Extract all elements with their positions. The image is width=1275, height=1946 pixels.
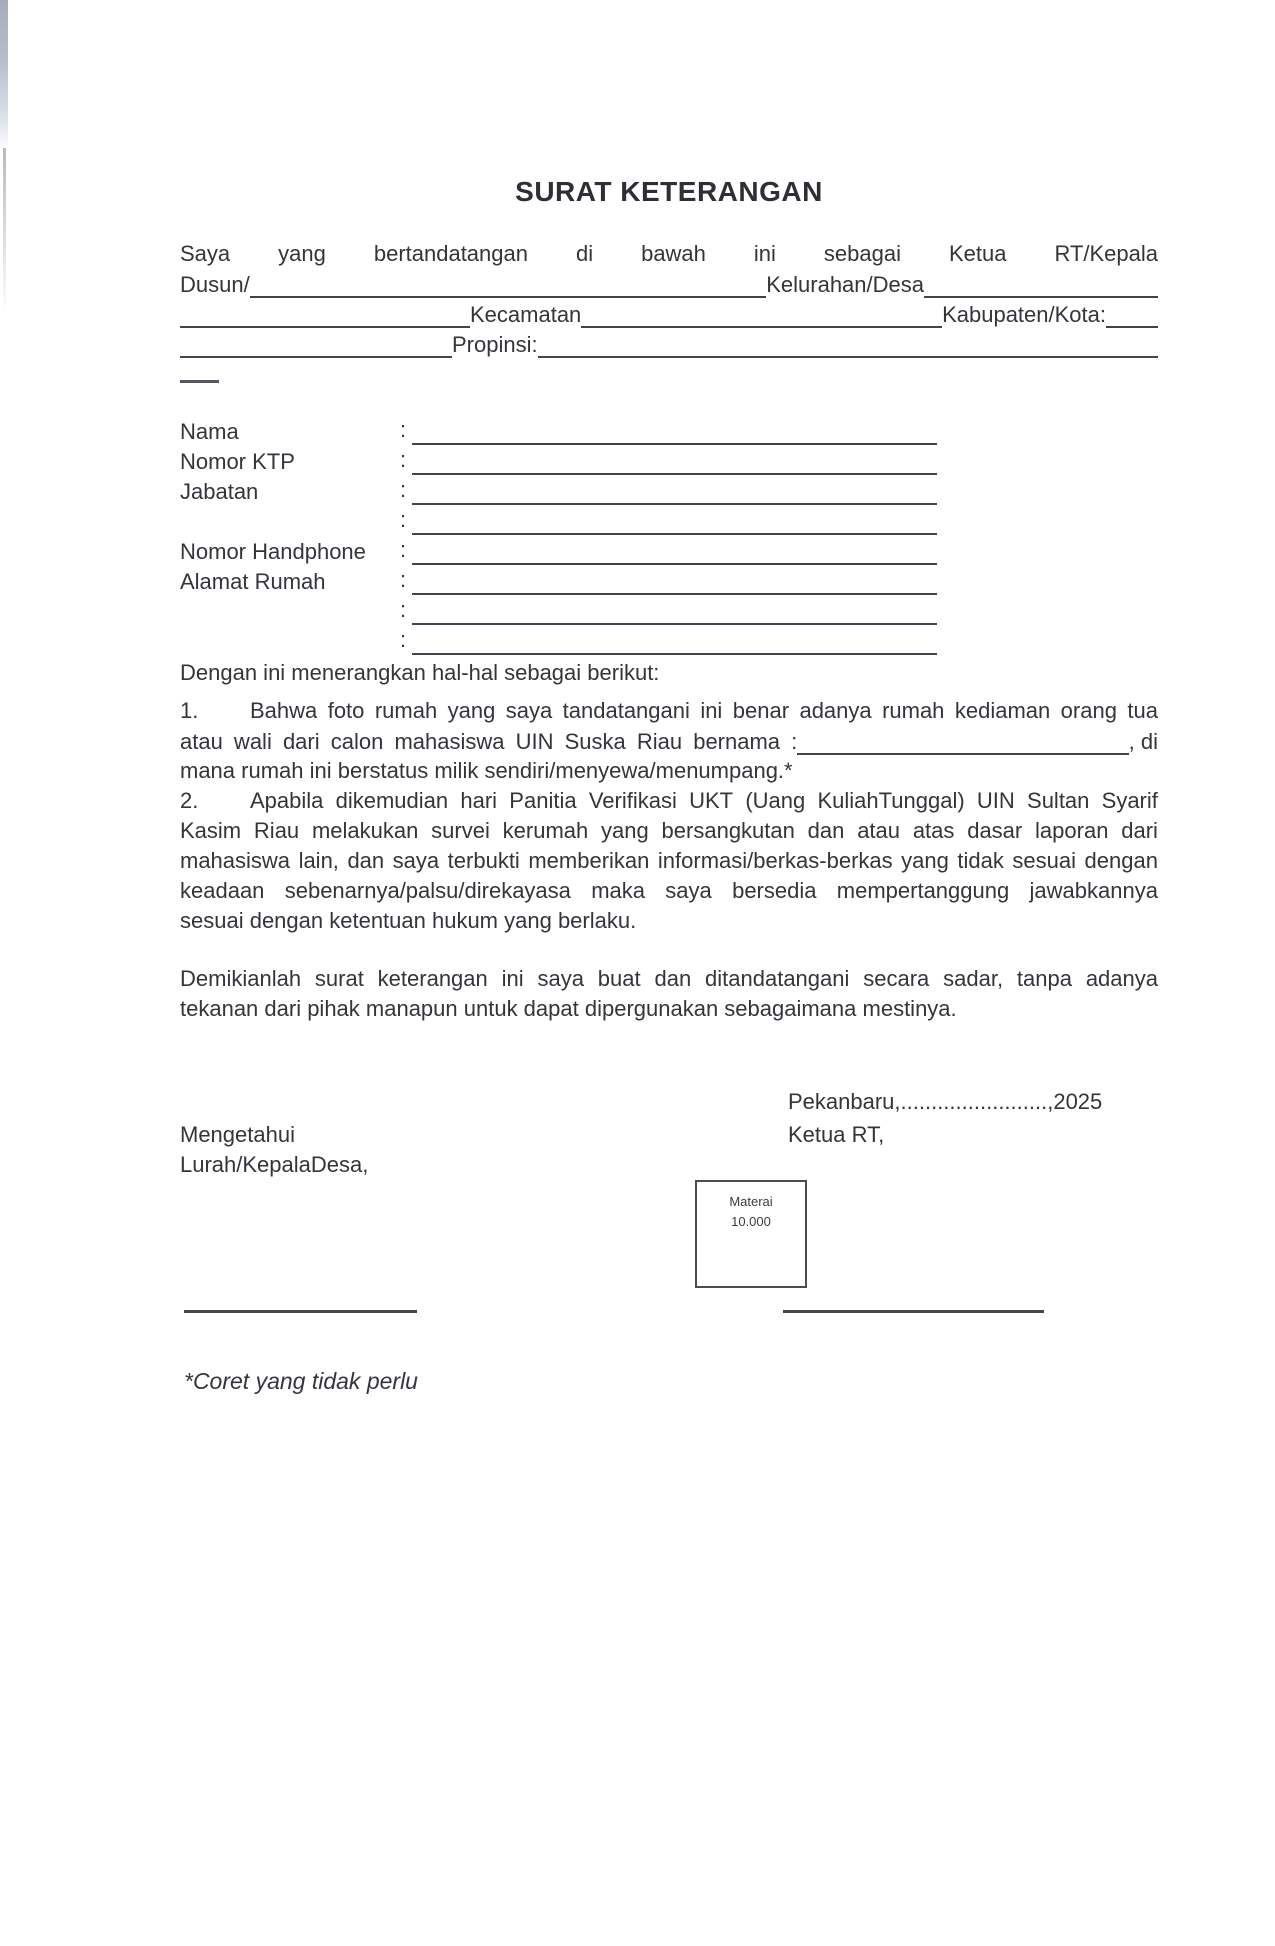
word: sebenarnya/palsu/direkayasa <box>284 878 571 903</box>
item1-line3: mana rumah ini berstatus milik sendiri/menyewa/menumpang.* <box>180 758 793 783</box>
field-label: Nama <box>180 419 239 444</box>
fill-in-blank-line <box>1106 304 1158 328</box>
word: bertandatangan <box>373 241 528 266</box>
word: kediaman <box>954 698 1051 723</box>
line-text: Kelurahan/Desa <box>766 272 924 297</box>
word: UKT <box>689 788 734 813</box>
line-text: atau wali dari calon mahasiswa UIN Suska Riau bernama : <box>180 729 798 754</box>
fill-in-blank-line <box>412 563 937 565</box>
word: yang <box>601 818 649 843</box>
word: sadar, <box>943 966 1004 991</box>
line-text: Propinsi: <box>452 332 538 357</box>
item2-line1-text <box>250 787 1158 815</box>
opening-line-3 <box>180 300 1158 328</box>
word: terbukti <box>447 848 520 873</box>
word: (Uang <box>745 788 806 813</box>
word: ini <box>753 241 776 266</box>
word: yang <box>278 241 326 266</box>
field-colon: : <box>400 627 407 652</box>
word: KuliahTunggal) <box>817 788 965 813</box>
word: bawah <box>641 241 706 266</box>
word: Syarif <box>1101 788 1158 813</box>
word: keadaan <box>180 878 265 903</box>
word: rumah <box>374 698 438 723</box>
word: Demikianlah <box>180 966 302 991</box>
word: keterangan <box>377 966 488 991</box>
word: informasi/berkas-berkas <box>657 848 893 873</box>
item1-line1 <box>180 697 1158 725</box>
word: secara <box>863 966 930 991</box>
signature-line-right <box>783 1310 1044 1313</box>
word: Ketua <box>948 241 1007 266</box>
field-label: Nomor KTP <box>180 449 295 474</box>
field-colon: : <box>400 477 407 502</box>
word: hari <box>460 788 498 813</box>
form-row <box>180 629 937 655</box>
word: melakukan <box>311 818 419 843</box>
word: tandatangani <box>562 698 690 723</box>
statement-intro: Dengan ini menerangkan hal-hal sebagai berikut: <box>180 660 660 685</box>
fill-in-blank-line <box>412 623 937 625</box>
scan-edge-line <box>3 148 6 313</box>
closing-line-1 <box>180 965 1158 993</box>
separator-dash <box>180 380 219 383</box>
signature-line-left <box>184 1310 417 1313</box>
materai-value: 10.000 <box>731 1214 771 1229</box>
form-row <box>180 569 937 595</box>
form-row <box>180 599 937 625</box>
word: saya <box>537 966 584 991</box>
line-text: Dusun/ <box>180 272 250 297</box>
item2-line4 <box>180 877 1158 905</box>
word: dasar <box>967 818 1023 843</box>
word: dan <box>654 966 692 991</box>
word: sebagai <box>823 241 901 266</box>
word: survei <box>431 818 490 843</box>
word: Riau <box>253 818 300 843</box>
word: dan <box>347 848 385 873</box>
word: tidak <box>957 848 1004 873</box>
line-text: Kabupaten/Kota: <box>942 302 1106 327</box>
form-row <box>180 539 937 565</box>
fill-in-blank-line <box>250 274 767 298</box>
word: lain, <box>298 848 339 873</box>
item2-line5: sesuai dengan ketentuan hukum yang berlaku. <box>180 908 637 933</box>
document-title: SURAT KETERANGAN <box>515 176 823 207</box>
word: orang <box>1060 698 1117 723</box>
opening-line-2 <box>180 270 1158 298</box>
field-label: Jabatan <box>180 479 259 504</box>
word: Verifikasi <box>588 788 677 813</box>
form-row <box>180 449 937 475</box>
signature-role-right: Ketua RT, <box>788 1122 885 1147</box>
word: maka <box>591 878 645 903</box>
identity-form <box>180 419 937 679</box>
opening-line-1 <box>180 240 1158 268</box>
word: bersangkutan <box>661 818 795 843</box>
fill-in-blank-line <box>412 533 937 535</box>
word: foto <box>327 698 365 723</box>
word: RT/Kepala <box>1054 241 1158 266</box>
materai-label: Materai <box>729 1194 773 1209</box>
word: dikemudian <box>335 788 449 813</box>
word: Apabila <box>250 788 324 813</box>
word: mempertanggung <box>836 878 1010 903</box>
word: dari <box>1121 818 1158 843</box>
form-row <box>180 509 937 535</box>
field-label: Nomor Handphone <box>180 539 366 564</box>
word: tua <box>1127 698 1158 723</box>
word: UIN <box>976 788 1015 813</box>
item2-line2 <box>180 817 1158 845</box>
signature-role-left: Lurah/KepalaDesa, <box>180 1152 369 1177</box>
word: jawabkannya <box>1029 878 1158 903</box>
fill-in-blank-line <box>412 593 937 595</box>
word: benar <box>732 698 790 723</box>
fill-in-blank-line <box>538 334 1158 358</box>
word: saya <box>392 848 440 873</box>
field-colon: : <box>400 417 407 442</box>
opening-line-4 <box>180 330 1158 358</box>
word: Bahwa <box>250 698 318 723</box>
fill-in-blank-line <box>180 334 452 358</box>
word: mahasiswa <box>180 848 291 873</box>
word: di <box>575 241 594 266</box>
word: rumah <box>882 698 945 723</box>
field-colon: : <box>400 597 407 622</box>
word: atas <box>912 818 955 843</box>
line-text: Kecamatan <box>470 302 582 327</box>
word: atau <box>857 818 901 843</box>
fill-in-blank-line <box>797 731 1128 755</box>
closing-line-2: tekanan dari pihak manapun untuk dapat dipergunakan sebagaimana mestinya. <box>180 996 957 1021</box>
word: surat <box>314 966 364 991</box>
word: Kasim <box>180 818 242 843</box>
word: kerumah <box>502 818 589 843</box>
fill-in-blank-line <box>412 473 937 475</box>
word: memberikan <box>528 848 650 873</box>
form-row <box>180 479 937 505</box>
word: ini <box>700 698 723 723</box>
fill-in-blank-line <box>924 274 1158 298</box>
word: laporan <box>1035 818 1109 843</box>
signature-place-date: Pekanbaru,........................,2025 <box>788 1089 1103 1114</box>
word: Saya <box>180 241 231 266</box>
word: adanya <box>1085 966 1158 991</box>
field-colon: : <box>400 537 407 562</box>
word: bersedia <box>732 878 817 903</box>
word: buat <box>597 966 641 991</box>
word: saya <box>665 878 712 903</box>
word: Panitia <box>509 788 577 813</box>
word: ini <box>501 966 524 991</box>
form-row <box>180 419 937 445</box>
word: yang <box>447 698 496 723</box>
item2-line3 <box>180 847 1158 875</box>
materai-stamp-box <box>695 1180 807 1288</box>
item1-line1-text <box>250 697 1158 725</box>
fill-in-blank-line <box>581 304 942 328</box>
word: ditandatangani <box>705 966 850 991</box>
word: saya <box>505 698 553 723</box>
line-text: , di <box>1128 729 1158 754</box>
item1-number: 1. <box>180 698 199 723</box>
fill-in-blank-line <box>412 443 937 445</box>
scan-edge-artifact <box>0 0 8 150</box>
word: sesuai <box>1012 848 1076 873</box>
field-colon: : <box>400 567 407 592</box>
word: dengan <box>1084 848 1158 873</box>
fill-in-blank-line <box>180 304 470 328</box>
item2-line1 <box>180 787 1158 815</box>
word: dan <box>807 818 845 843</box>
field-colon: : <box>400 507 407 532</box>
fill-in-blank-line <box>412 653 937 655</box>
word: adanya <box>799 698 872 723</box>
word: Sultan <box>1027 788 1090 813</box>
item2-number: 2. <box>180 788 199 813</box>
item1-line2 <box>180 727 1158 755</box>
field-colon: : <box>400 447 407 472</box>
signature-heading-left: Mengetahui <box>180 1122 295 1147</box>
word: yang <box>901 848 949 873</box>
word: tanpa <box>1016 966 1072 991</box>
footnote: *Coret yang tidak perlu <box>184 1368 418 1394</box>
fill-in-blank-line <box>412 503 937 505</box>
field-label: Alamat Rumah <box>180 569 326 594</box>
